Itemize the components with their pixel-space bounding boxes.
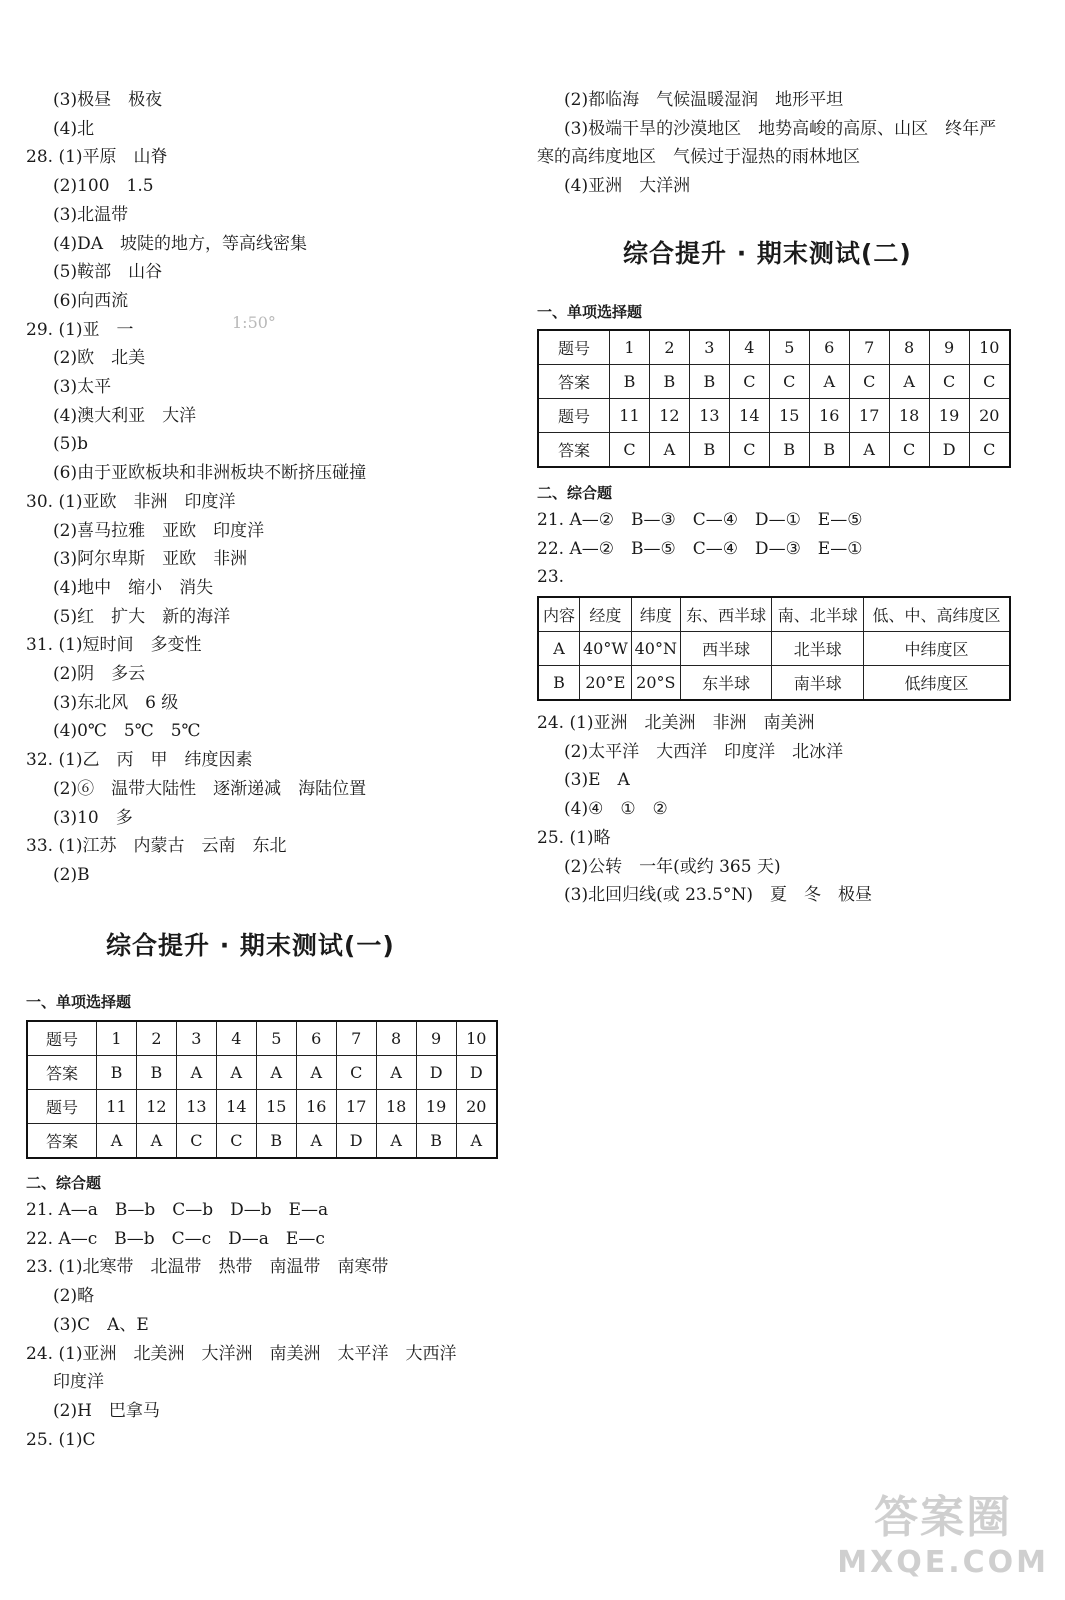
table-cell: 18 bbox=[889, 399, 929, 433]
table-cell: 19 bbox=[929, 399, 969, 433]
row-header-cell: 答案 bbox=[27, 1056, 97, 1090]
table-row bbox=[538, 597, 1010, 632]
table-cell: C bbox=[610, 433, 650, 468]
table-cell: 7 bbox=[336, 1021, 376, 1056]
answer-line: 25. (1)C bbox=[26, 1429, 96, 1450]
table-cell: B bbox=[610, 365, 650, 399]
table-cell: B bbox=[416, 1124, 456, 1159]
table-cell: 18 bbox=[376, 1090, 416, 1124]
watermark-logo bbox=[837, 1481, 1049, 1580]
table-cell: 13 bbox=[689, 399, 729, 433]
answer-line: (4)北 bbox=[53, 118, 95, 139]
table-cell: 16 bbox=[809, 399, 849, 433]
answer-line: 33. (1)江苏 内蒙古 云南 东北 bbox=[26, 836, 287, 857]
answer-line: 21. A—a B—b C—b D—b E—a bbox=[26, 1200, 329, 1220]
table-cell: 17 bbox=[849, 399, 889, 433]
table-cell: B bbox=[769, 433, 809, 468]
watermark-text: 答案圈 bbox=[874, 1492, 1013, 1543]
exam2-answer-table bbox=[537, 329, 1011, 468]
table-cell: 10 bbox=[456, 1021, 497, 1056]
answer-line: (5)b bbox=[53, 434, 88, 455]
table-cell: C bbox=[176, 1124, 216, 1159]
table-cell: D bbox=[336, 1124, 376, 1159]
row-header-cell: 答案 bbox=[27, 1124, 97, 1159]
table-cell: C bbox=[769, 365, 809, 399]
table-cell: 2 bbox=[136, 1021, 176, 1056]
exam1-answer-table bbox=[26, 1020, 498, 1159]
answer-line: (3)东北风 6 级 bbox=[53, 692, 179, 713]
answer-line: 23. bbox=[537, 567, 565, 588]
table-row bbox=[27, 1021, 497, 1056]
table-cell: B bbox=[136, 1056, 176, 1090]
table-cell: A bbox=[376, 1056, 416, 1090]
table-cell: 南半球 bbox=[772, 666, 864, 701]
answer-line: (3)E A bbox=[564, 770, 630, 791]
table-cell: C bbox=[929, 365, 969, 399]
answer-line: 25. (1)略 bbox=[537, 827, 611, 848]
table-cell: A bbox=[296, 1056, 336, 1090]
table-cell: 9 bbox=[416, 1021, 456, 1056]
table-cell: A bbox=[456, 1124, 497, 1159]
table-cell: 经度 bbox=[580, 597, 632, 632]
answer-line: (3)10 多 bbox=[53, 807, 133, 828]
table-cell: 15 bbox=[769, 399, 809, 433]
table-row bbox=[538, 330, 1010, 365]
table-cell: A bbox=[649, 433, 689, 468]
exam2-title: 综合提升 · 期末测试(二) bbox=[623, 239, 912, 268]
table-cell: D bbox=[416, 1056, 456, 1090]
table-cell: A bbox=[136, 1124, 176, 1159]
table-cell: 16 bbox=[296, 1090, 336, 1124]
exam2-section-comprehensive: 二、综合题 bbox=[537, 484, 613, 502]
table-cell: B bbox=[649, 365, 689, 399]
row-header-cell: 题号 bbox=[27, 1021, 97, 1056]
answer-line: (2)都临海 气候温暖湿润 地形平坦 bbox=[564, 90, 844, 110]
table-row bbox=[538, 666, 1010, 701]
table-cell: C bbox=[849, 365, 889, 399]
answer-line: (3)阿尔卑斯 亚欧 非洲 bbox=[53, 549, 248, 570]
table-row bbox=[538, 433, 1010, 468]
table-cell: 东半球 bbox=[680, 666, 772, 701]
table-cell: 3 bbox=[176, 1021, 216, 1056]
table-cell: B bbox=[97, 1056, 137, 1090]
answer-line: 22. A—c B—b C—c D—a E—c bbox=[26, 1228, 325, 1249]
answer-line: (4)澳大利亚 大洋 bbox=[53, 405, 197, 426]
answer-line: 22. A—② B—⑤ C—④ D—③ E—① bbox=[537, 538, 863, 559]
table-cell: B bbox=[256, 1124, 296, 1159]
table-cell: 17 bbox=[336, 1090, 376, 1124]
row-header-cell: 题号 bbox=[27, 1090, 97, 1124]
table-cell: C bbox=[889, 433, 929, 468]
row-header-cell: 答案 bbox=[538, 433, 610, 468]
answer-line: (2)太平洋 大西洋 印度洋 北冰洋 bbox=[564, 741, 844, 762]
table-cell: 13 bbox=[176, 1090, 216, 1124]
table-cell: 南、北半球 bbox=[772, 597, 864, 632]
answer-line: (2)B bbox=[53, 864, 90, 885]
table-cell: A bbox=[176, 1056, 216, 1090]
exam1-section-comprehensive: 二、综合题 bbox=[26, 1174, 102, 1192]
answer-line: (3)北温带 bbox=[53, 204, 129, 225]
answer-line: (2)公转 一年(或约 365 天) bbox=[564, 856, 781, 877]
answer-line: (3)太平 bbox=[53, 377, 112, 397]
table-cell: 西半球 bbox=[680, 632, 772, 666]
answer-line: 29. (1)亚 一 bbox=[26, 319, 134, 340]
table-cell: C bbox=[969, 365, 1010, 399]
answer-line: (2)阴 多云 bbox=[53, 664, 146, 684]
table-cell: 2 bbox=[649, 330, 689, 365]
table-cell: D bbox=[456, 1056, 497, 1090]
table-cell: 1 bbox=[97, 1021, 137, 1056]
table-cell: A bbox=[809, 365, 849, 399]
table-row bbox=[538, 632, 1010, 666]
table-cell: C bbox=[336, 1056, 376, 1090]
exam1-section-choice: 一、单项选择题 bbox=[26, 993, 132, 1011]
table-cell: 9 bbox=[929, 330, 969, 365]
answer-line: 21. A—② B—③ C—④ D—① E—⑤ bbox=[537, 510, 863, 530]
answer-line: (2)欧 北美 bbox=[53, 348, 146, 369]
table-cell: A bbox=[376, 1124, 416, 1159]
answer-line: 23. (1)北寒带 北温带 热带 南温带 南寒带 bbox=[26, 1257, 389, 1278]
row-header-cell: 内容 bbox=[538, 597, 580, 632]
table-cell: B bbox=[689, 365, 729, 399]
answer-line: 31. (1)短时间 多变性 bbox=[26, 635, 202, 656]
answer-line: (5)红 扩大 新的海洋 bbox=[53, 606, 231, 627]
table-cell: C bbox=[729, 433, 769, 468]
table-cell: 纬度 bbox=[631, 597, 680, 632]
table-cell: 12 bbox=[649, 399, 689, 433]
answer-line: (4)亚洲 大洋洲 bbox=[564, 176, 691, 197]
answer-line: (5)鞍部 山谷 bbox=[53, 262, 163, 283]
table-cell: B bbox=[809, 433, 849, 468]
table-cell: 20°S bbox=[631, 666, 680, 701]
table-cell: 7 bbox=[849, 330, 889, 365]
table-cell: 8 bbox=[376, 1021, 416, 1056]
answer-line: 24. (1)亚洲 北美洲 非洲 南美洲 bbox=[537, 713, 815, 733]
answer-line: (3)C A、E bbox=[53, 1314, 149, 1335]
table-cell: 11 bbox=[610, 399, 650, 433]
table-cell: A bbox=[296, 1124, 336, 1159]
table-cell: C bbox=[969, 433, 1010, 468]
answer-line: (4)DA 坡陡的地方，等高线密集 bbox=[53, 233, 307, 254]
answer-line: (3)极端干旱的沙漠地区 地势高峻的高原、山区 终年严 bbox=[564, 118, 997, 139]
table-cell: A bbox=[849, 433, 889, 468]
table-cell: 东、西半球 bbox=[680, 597, 772, 632]
question23-table bbox=[537, 596, 1011, 701]
table-row bbox=[27, 1090, 497, 1124]
row-header-cell: 题号 bbox=[538, 330, 610, 365]
answer-line: 24. (1)亚洲 北美洲 大洋洲 南美洲 太平洋 大西洋 bbox=[26, 1343, 457, 1364]
table-cell: 北半球 bbox=[772, 632, 864, 666]
answer-line: (6)向西流 bbox=[53, 290, 129, 311]
table-cell: 3 bbox=[689, 330, 729, 365]
row-header-cell: A bbox=[538, 632, 580, 666]
exam1-title: 综合提升 · 期末测试(一) bbox=[106, 931, 395, 960]
table-cell: 低、中、高纬度区 bbox=[864, 597, 1011, 632]
table-cell: 6 bbox=[296, 1021, 336, 1056]
table-cell: C bbox=[729, 365, 769, 399]
table-row bbox=[27, 1124, 497, 1159]
answer-line: 32. (1)乙 丙 甲 纬度因素 bbox=[26, 750, 253, 771]
answer-line: (2)H 巴拿马 bbox=[53, 1400, 160, 1421]
answer-line: (2)喜马拉雅 亚欧 印度洋 bbox=[53, 520, 265, 541]
table-row bbox=[538, 399, 1010, 433]
table-cell: 14 bbox=[729, 399, 769, 433]
table-cell: 4 bbox=[729, 330, 769, 365]
table-cell: 12 bbox=[136, 1090, 176, 1124]
table-cell: D bbox=[929, 433, 969, 468]
answer-line: (2)100 1.5 bbox=[53, 176, 154, 197]
answer-line: (4)地中 缩小 消失 bbox=[53, 577, 214, 598]
answer-line: (4)④ ① ② bbox=[564, 799, 668, 820]
table-cell: 20°E bbox=[580, 666, 632, 701]
map-scale-stamp: 1:50° bbox=[232, 313, 276, 332]
table-cell: 20 bbox=[456, 1090, 497, 1124]
watermark-url: MXQE.COM bbox=[837, 1545, 1049, 1580]
table-cell: 4 bbox=[216, 1021, 256, 1056]
row-header-cell: 答案 bbox=[538, 365, 610, 399]
answer-line: 印度洋 bbox=[53, 1372, 104, 1393]
table-row bbox=[538, 365, 1010, 399]
table-cell: 15 bbox=[256, 1090, 296, 1124]
table-cell: 5 bbox=[256, 1021, 296, 1056]
table-cell: 中纬度区 bbox=[864, 632, 1011, 666]
answer-line: (4)0℃ 5℃ 5℃ bbox=[53, 721, 201, 742]
answer-line: (2)略 bbox=[53, 1286, 95, 1307]
table-cell: 40°W bbox=[580, 632, 632, 666]
table-cell: 5 bbox=[769, 330, 809, 365]
row-header-cell: B bbox=[538, 666, 580, 701]
table-cell: 10 bbox=[969, 330, 1010, 365]
answer-line: (3)极昼 极夜 bbox=[53, 90, 163, 110]
table-cell: 11 bbox=[97, 1090, 137, 1124]
table-cell: 40°N bbox=[631, 632, 680, 666]
table-cell: B bbox=[689, 433, 729, 468]
table-row bbox=[27, 1056, 497, 1090]
table-cell: A bbox=[256, 1056, 296, 1090]
table-cell: 14 bbox=[216, 1090, 256, 1124]
table-cell: A bbox=[216, 1056, 256, 1090]
answer-line: (6)由于亚欧板块和非洲板块不断挤压碰撞 bbox=[53, 463, 367, 484]
row-header-cell: 题号 bbox=[538, 399, 610, 433]
table-cell: 6 bbox=[809, 330, 849, 365]
table-cell: 8 bbox=[889, 330, 929, 365]
table-cell: 20 bbox=[969, 399, 1010, 433]
answer-line: (2)⑥ 温带大陆性 逐渐递减 海陆位置 bbox=[53, 778, 367, 799]
answer-line: 28. (1)平原 山脊 bbox=[26, 147, 168, 168]
table-cell: 1 bbox=[610, 330, 650, 365]
table-cell: 19 bbox=[416, 1090, 456, 1124]
exam2-section-choice: 一、单项选择题 bbox=[537, 303, 643, 321]
table-cell: A bbox=[97, 1124, 137, 1159]
answer-line: (3)北回归线(或 23.5°N) 夏 冬 极昼 bbox=[564, 885, 872, 906]
answer-line: 寒的高纬度地区 气候过于湿热的雨林地区 bbox=[537, 147, 860, 168]
table-cell: C bbox=[216, 1124, 256, 1159]
answer-line: 30. (1)亚欧 非洲 印度洋 bbox=[26, 491, 236, 512]
table-cell: 低纬度区 bbox=[864, 666, 1011, 701]
table-cell: A bbox=[889, 365, 929, 399]
